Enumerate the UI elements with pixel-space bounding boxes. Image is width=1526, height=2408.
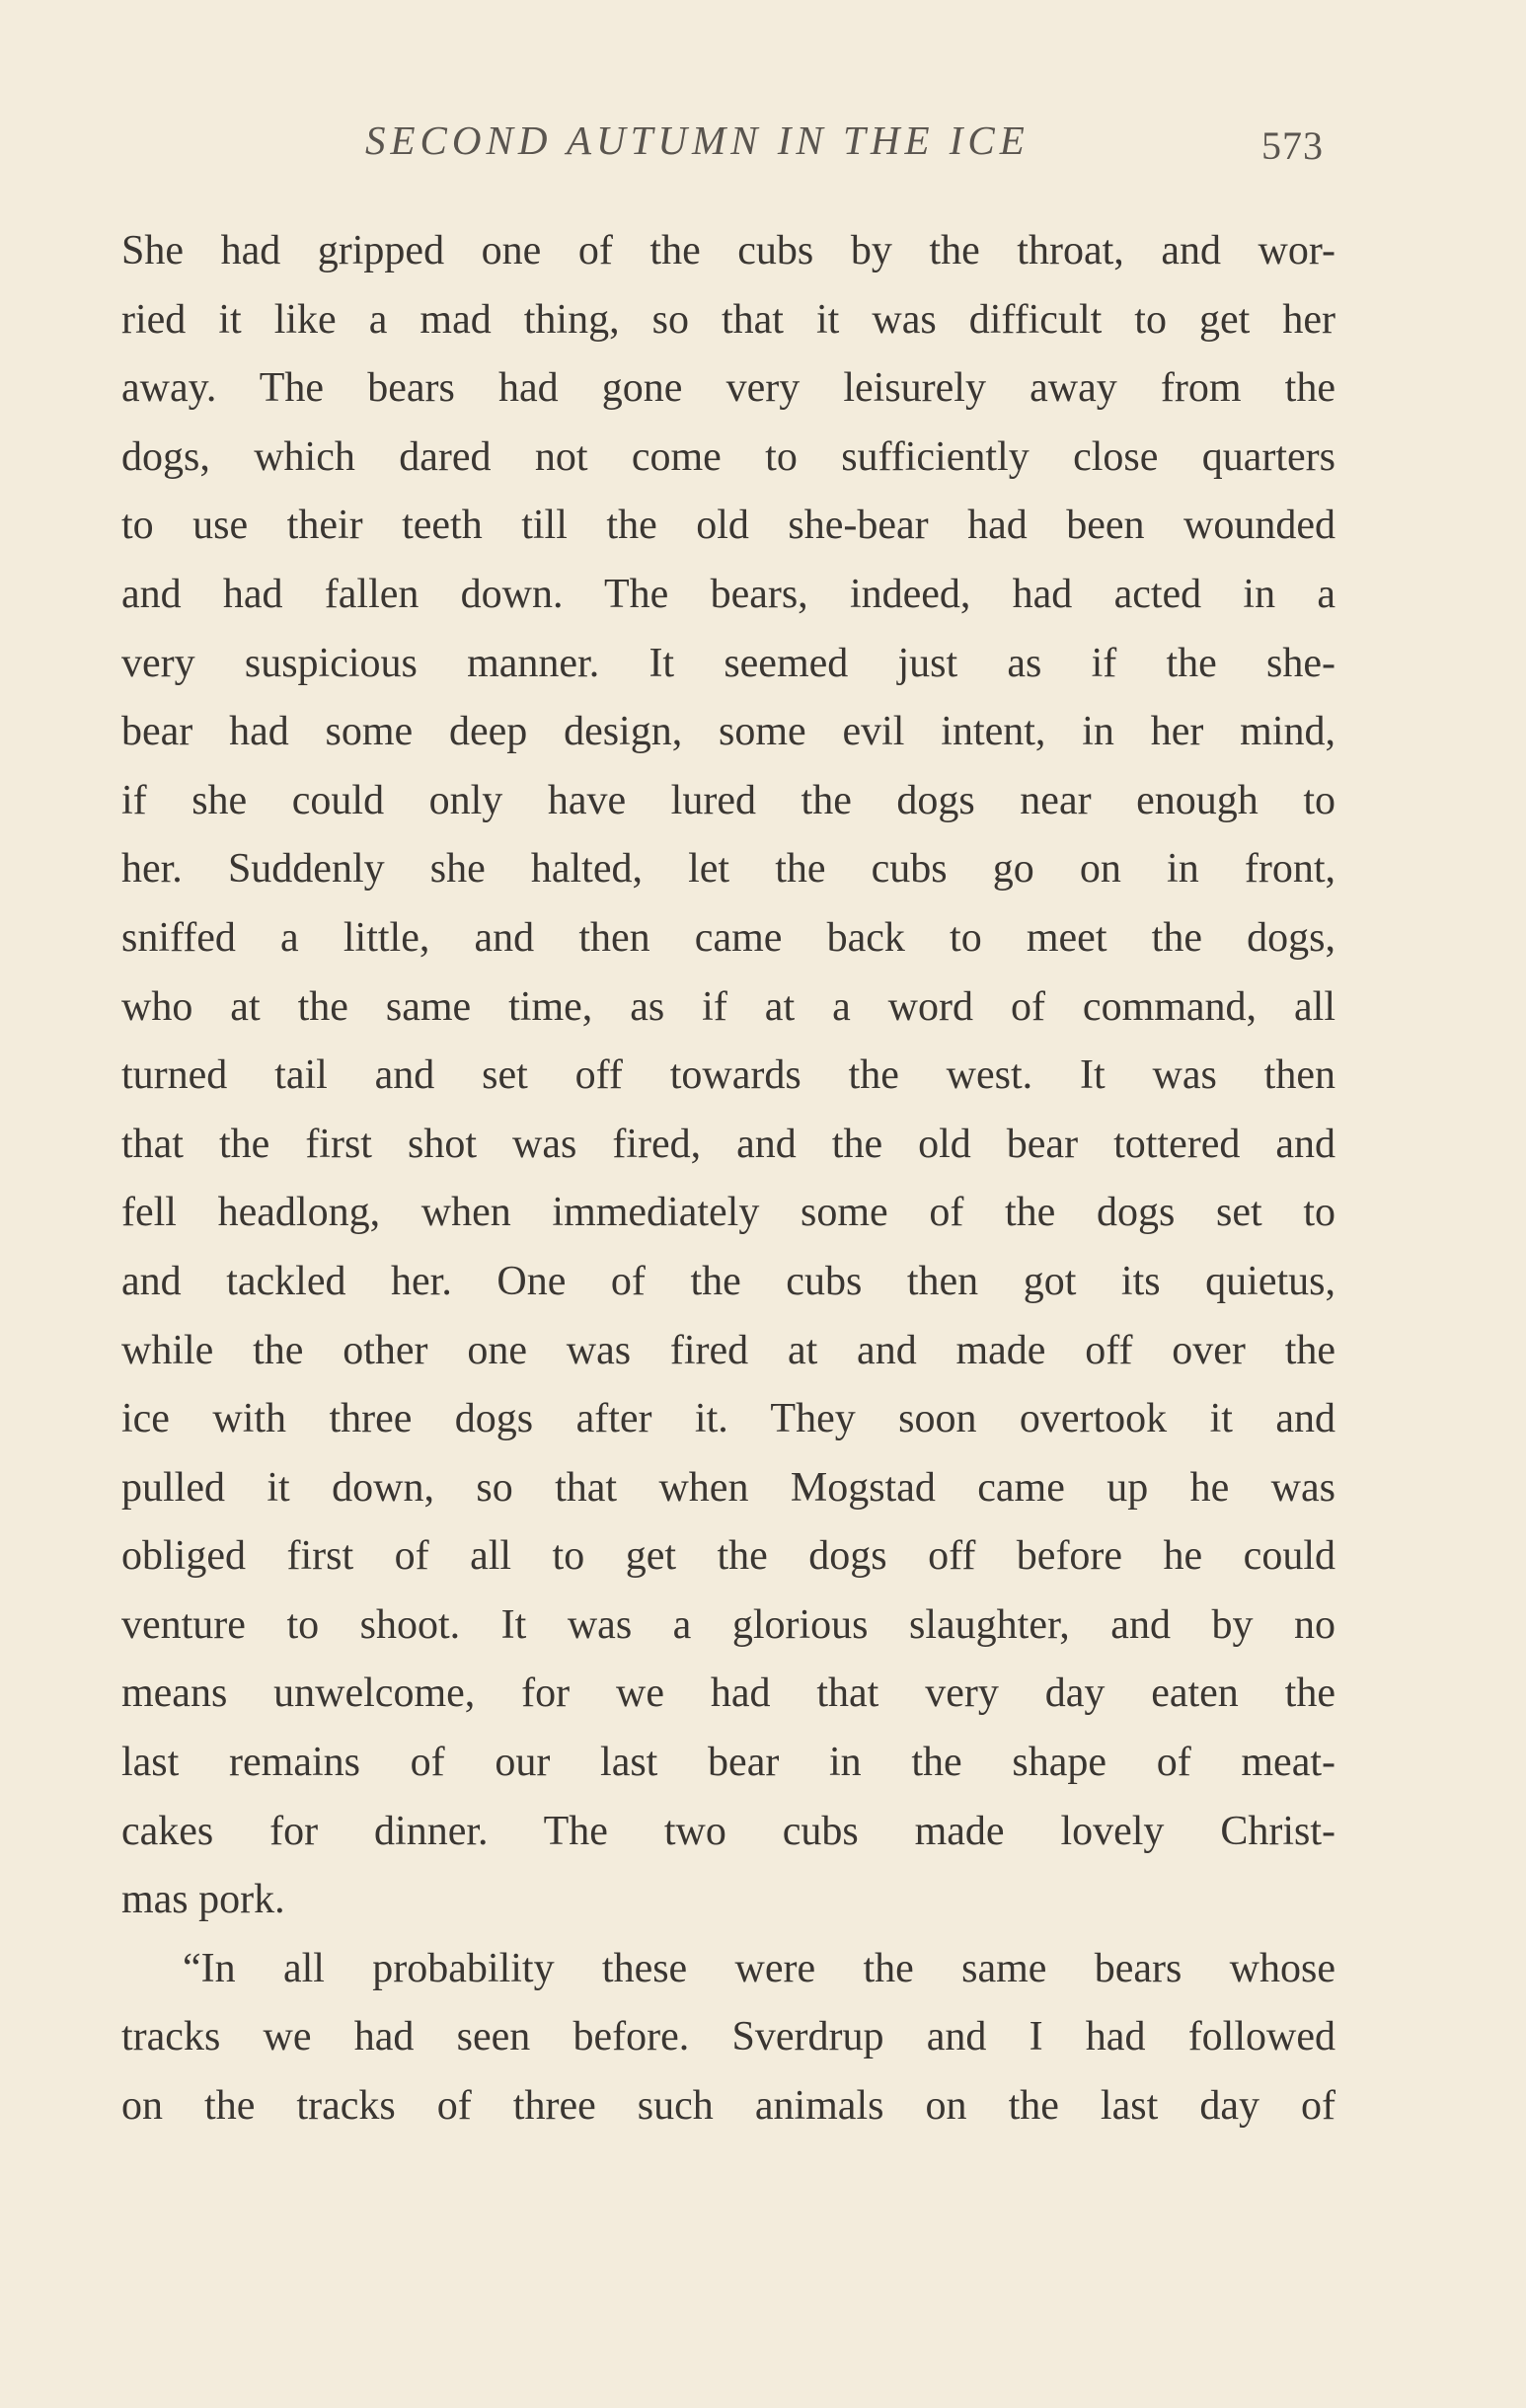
text-line: tracks we had seen before. Sverdrup and I had followed xyxy=(121,2014,1335,2060)
text-line: ried it like a mad thing, so that it was difficult to get her xyxy=(121,296,1335,343)
text-line: sniffed a little, and then came back to meet the dogs, xyxy=(121,914,1335,961)
paragraph-start-line: “In all probability these were the same bears whose xyxy=(183,1945,1335,1991)
text-line: on the tracks of three such animals on the last day of xyxy=(121,2083,1335,2130)
text-line: turned tail and set off towards the west. It was then xyxy=(121,1052,1335,1099)
text-line: while the other one was fired at and made off over the xyxy=(121,1327,1335,1373)
text-line: very suspicious manner. It seemed just as if the she- xyxy=(121,640,1335,686)
text-line: and tackled her. One of the cubs then got its quietus, xyxy=(121,1258,1335,1304)
page-number: 573 xyxy=(1261,123,1324,168)
text-line: obliged first of all to get the dogs off before he could xyxy=(121,1533,1335,1580)
text-line: means unwelcome, for we had that very day eaten the xyxy=(121,1670,1335,1717)
text-line: cakes for dinner. The two cubs made lovely Christ- xyxy=(121,1808,1335,1854)
text-line: bear had some deep design, some evil intent, in her mind, xyxy=(121,709,1335,755)
paragraph-end-line: mas pork. xyxy=(121,1877,285,1923)
text-line: away. The bears had gone very leisurely away from the xyxy=(121,365,1335,412)
text-line: if she could only have lured the dogs near enough to xyxy=(121,777,1335,823)
text-line: ice with three dogs after it. They soon overtook it and xyxy=(121,1396,1335,1442)
text-line: venture to shoot. It was a glorious slaughter, and by no xyxy=(121,1601,1335,1648)
text-line: She had gripped one of the cubs by the throat, and wor- xyxy=(121,228,1335,273)
text-line: last remains of our last bear in the shape of meat- xyxy=(121,1740,1335,1786)
text-line: pulled it down, so that when Mogstad came up he was xyxy=(121,1464,1335,1511)
text-line: fell headlong, when immediately some of the dogs set to xyxy=(121,1190,1335,1236)
text-line: and had fallen down. The bears, indeed, had acted in a xyxy=(121,571,1335,617)
text-line: to use their teeth till the old she-bear had been wounded xyxy=(121,503,1335,549)
text-line: dogs, which dared not come to sufficiently close quarters xyxy=(121,433,1335,480)
text-line: who at the same time, as if at a word of command, all xyxy=(121,983,1335,1030)
body-text xyxy=(121,217,1335,2141)
text-line: that the first shot was fired, and the old bear tottered and xyxy=(121,1121,1335,1167)
text-line: her. Suddenly she halted, let the cubs go on in front, xyxy=(121,846,1335,893)
running-title: SECOND AUTUMN IN THE ICE xyxy=(365,117,1030,163)
running-head xyxy=(118,117,1342,176)
